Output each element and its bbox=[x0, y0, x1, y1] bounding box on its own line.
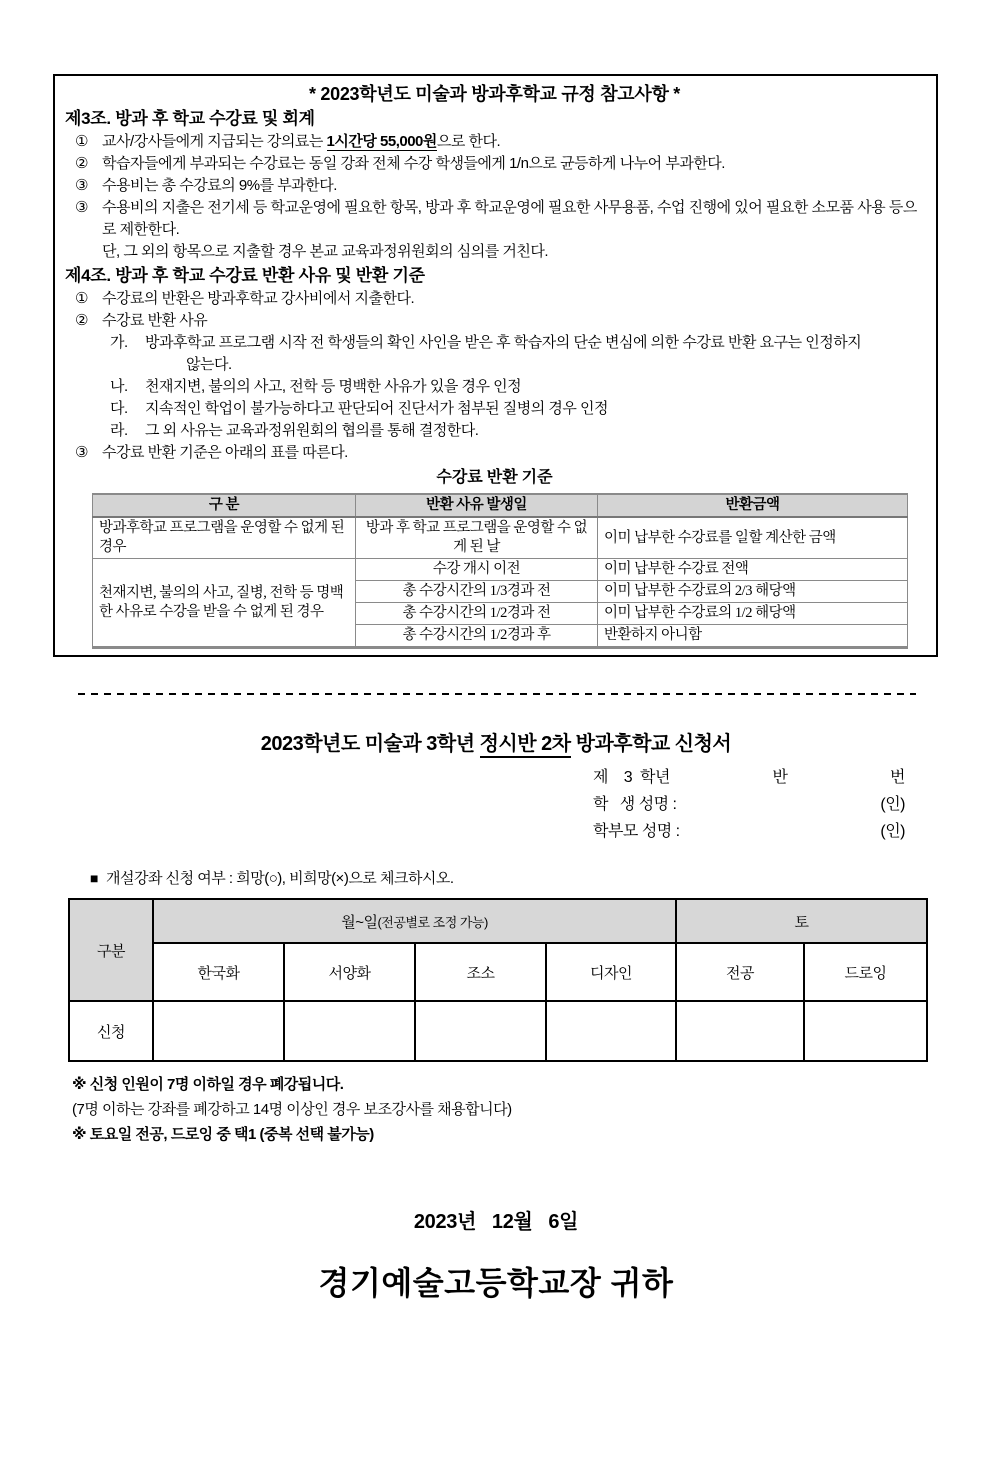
apply-group-saturday: 토 bbox=[676, 899, 927, 943]
subject-design: 디자인 bbox=[546, 943, 676, 1001]
article3-item-1-post: 으로 한다. bbox=[436, 133, 501, 150]
table-subject-row bbox=[69, 943, 927, 1001]
application-form-title bbox=[0, 727, 992, 756]
article3-item-4 bbox=[65, 197, 924, 241]
table-row bbox=[93, 559, 908, 581]
refund-header-amount: 반환금액 bbox=[598, 494, 908, 517]
refund-amount-3: 이미 납부한 수강료의 2/3 해당액 bbox=[598, 581, 908, 603]
refund-case-2: 천재지변, 불의의 사고, 질병, 전학 등 명백한 사유로 수강을 받을 수 없게 된 경우 bbox=[93, 559, 356, 648]
refund-amount-4: 이미 납부한 수강료의 1/2 해당액 bbox=[598, 603, 908, 625]
table-row bbox=[93, 517, 908, 559]
refund-amount-5: 반환하지 아니함 bbox=[598, 625, 908, 648]
course-application-table bbox=[68, 898, 928, 1062]
grade-label: 제 3 학년 bbox=[593, 769, 670, 786]
student-name-label: 학 생 성명 : bbox=[593, 796, 677, 813]
article3-item-5-text: 단, 그 외의 항목으로 지출할 경우 본교 교육과정위원회의 심의를 거친다. bbox=[102, 243, 549, 260]
sub-item-marker: 라. bbox=[110, 422, 128, 439]
form-title-pre: 2023학년도 미술과 3학년 bbox=[260, 733, 480, 755]
subject-western-painting: 서양화 bbox=[284, 943, 415, 1001]
weekday-group-label: 월~일 bbox=[341, 913, 378, 931]
refund-criteria-table bbox=[92, 493, 908, 649]
footnote-saturday-choice: ※ 토요일 전공, 드로잉 중 택1 (중복 선택 불가능) bbox=[72, 1126, 374, 1143]
document-date: 2023년 12월 6일 bbox=[413, 1211, 579, 1233]
subject-major: 전공 bbox=[676, 943, 804, 1001]
sub-item-marker: 가. bbox=[110, 334, 128, 351]
article4-sub-na-text: 천재지변, 불의의 사고, 전학 등 명백한 사유가 있을 경우 인정 bbox=[145, 378, 522, 395]
refund-date-1: 방과 후 학교 프로그램을 운영할 수 없게 된 날 bbox=[356, 517, 598, 559]
number-label: 번 bbox=[890, 769, 905, 786]
parent-seal-label: (인) bbox=[880, 823, 905, 840]
weekday-group-note: (전공별로 조정 가능) bbox=[377, 914, 488, 930]
item-number-icon: ① bbox=[75, 133, 88, 150]
article4-sub-na bbox=[65, 376, 924, 398]
parent-name-line bbox=[593, 818, 905, 845]
item-number-icon: ③ bbox=[75, 444, 88, 461]
apply-corner-label: 구분 bbox=[69, 899, 153, 1001]
article4-item-2-text: 수강료 반환 사유 bbox=[102, 312, 208, 329]
article4-sub-ga-text: 방과후학교 프로그램 시작 전 학생들의 확인 사인을 받은 후 학습자의 단순 변심에 의한 수강료 반환 요구는 인정하지 bbox=[145, 334, 862, 351]
class-label: 반 bbox=[772, 769, 788, 786]
refund-date-4: 총 수강시간의 1/2경과 전 bbox=[356, 603, 598, 625]
footnotes-block bbox=[72, 1072, 992, 1147]
form-title-underlined: 정시반 2차 bbox=[480, 733, 571, 758]
student-info-block bbox=[593, 764, 905, 845]
subject-sculpture: 조소 bbox=[415, 943, 546, 1001]
refund-date-5: 총 수강시간의 1/2경과 후 bbox=[356, 625, 598, 648]
check-instruction bbox=[90, 867, 992, 890]
check-instruction-text: 개설강좌 신청 여부 : 희망(○), 비희망(×)으로 체크하시오. bbox=[105, 870, 454, 887]
refund-amount-1: 이미 납부한 수강료를 일할 계산한 금액 bbox=[598, 517, 908, 559]
article4-sub-ra bbox=[65, 420, 924, 442]
refund-date-3: 총 수강시간의 1/3경과 전 bbox=[356, 581, 598, 603]
item-number-icon: ② bbox=[75, 312, 88, 329]
refund-header-case: 구 분 bbox=[93, 494, 356, 517]
article4-sub-ra-text: 그 외 사유는 교육과정위원회의 협의를 통해 결정한다. bbox=[145, 422, 479, 439]
footnote-cancellation: ※ 신청 인원이 7명 이하일 경우 폐강됩니다. bbox=[72, 1076, 344, 1093]
refund-table-title: 수강료 반환 기준 bbox=[436, 469, 553, 486]
article4-item-3-text: 수강료 반환 기준은 아래의 표를 따른다. bbox=[102, 444, 348, 461]
recipient-line: 경기예술고등학교장 귀하 bbox=[318, 1265, 674, 1301]
article3-item-1-pre: 교사/강사들에게 지급되는 강의료는 bbox=[102, 133, 327, 150]
article4-item-3 bbox=[65, 442, 924, 464]
grade-class-number-line bbox=[593, 764, 905, 791]
article4-sub-ga-cont-text: 않는다. bbox=[186, 356, 232, 373]
student-name-line bbox=[593, 791, 905, 818]
student-seal-label: (인) bbox=[880, 796, 905, 813]
refund-amount-2: 이미 납부한 수강료 전액 bbox=[598, 559, 908, 581]
article3-item-4-text: 수용비의 지출은 전기세 등 학교운영에 필요한 항목, 방과 후 학교운영에 필요한 사무용품, 수업 진행에 있어 필요한 소모품 사용 등으로 제한한다. bbox=[102, 199, 917, 238]
parent-name-label: 학부모 성명 : bbox=[593, 823, 680, 840]
sub-item-marker: 나. bbox=[110, 378, 128, 395]
table-header-row bbox=[93, 494, 908, 517]
article3-item-2 bbox=[65, 153, 924, 175]
apply-cell-design[interactable] bbox=[546, 1001, 676, 1061]
apply-row-label: 신청 bbox=[69, 1001, 153, 1061]
article4-item-1-text: 수강료의 반환은 방과후학교 강사비에서 지출한다. bbox=[102, 290, 415, 307]
item-number-icon: ③ bbox=[75, 177, 88, 194]
article3-item-1-emphasis: 1시간당 55,000원 bbox=[326, 133, 437, 150]
apply-cell-western-painting[interactable] bbox=[284, 1001, 415, 1061]
subject-korean-painting: 한국화 bbox=[153, 943, 284, 1001]
square-bullet-icon: ■ bbox=[90, 870, 98, 886]
article4-sub-da-text: 지속적인 학업이 불가능하다고 판단되어 진단서가 첨부된 질병의 경우 인정 bbox=[145, 400, 609, 417]
article4-item-1 bbox=[65, 288, 924, 310]
item-number-icon: ① bbox=[75, 290, 88, 307]
apply-cell-sculpture[interactable] bbox=[415, 1001, 546, 1061]
article3-item-3-text: 수용비는 총 수강료의 9%를 부과한다. bbox=[102, 177, 337, 194]
article3-heading: 제3조. 방과 후 학교 수강료 및 회계 bbox=[65, 109, 315, 128]
article4-sub-ga bbox=[65, 332, 924, 354]
table-apply-row bbox=[69, 1001, 927, 1061]
sub-item-marker: 다. bbox=[110, 400, 128, 417]
footnote-cancellation-detail: (7명 이하는 강좌를 폐강하고 14명 이상인 경우 보조강사를 채용합니다) bbox=[72, 1101, 512, 1118]
apply-cell-drawing[interactable] bbox=[804, 1001, 927, 1061]
subject-drawing: 드로잉 bbox=[804, 943, 927, 1001]
refund-header-date: 반환 사유 발생일 bbox=[356, 494, 598, 517]
rules-reference-box bbox=[53, 74, 938, 657]
item-number-icon: ② bbox=[75, 155, 88, 172]
apply-cell-major[interactable] bbox=[676, 1001, 804, 1061]
article4-sub-da bbox=[65, 398, 924, 420]
article3-item-3 bbox=[65, 175, 924, 197]
apply-group-weekday bbox=[153, 899, 676, 943]
form-title-post: 방과후학교 신청서 bbox=[570, 733, 732, 755]
cut-line-divider bbox=[78, 693, 916, 695]
article4-heading: 제4조. 방과 후 학교 수강료 반환 사유 및 반환 기준 bbox=[65, 266, 425, 285]
article3-item-5 bbox=[65, 241, 924, 263]
refund-date-2: 수강 개시 이전 bbox=[356, 559, 598, 581]
rules-box-title: * 2023학년도 미술과 방과후학교 규정 참고사항 * bbox=[309, 84, 680, 104]
article3-item-1 bbox=[65, 131, 924, 153]
table-header-row bbox=[69, 899, 927, 943]
article4-item-2 bbox=[65, 310, 924, 332]
apply-cell-korean-painting[interactable] bbox=[153, 1001, 284, 1061]
article3-item-2-text: 학습자들에게 부과되는 수강료는 동일 강좌 전체 수강 학생들에게 1/n으로 균등하게 나누어 부과한다. bbox=[102, 155, 725, 172]
refund-case-1: 방과후학교 프로그램을 운영할 수 없게 된 경우 bbox=[93, 517, 356, 559]
item-number-icon: ③ bbox=[75, 199, 88, 216]
article4-sub-ga-continuation bbox=[65, 354, 924, 376]
